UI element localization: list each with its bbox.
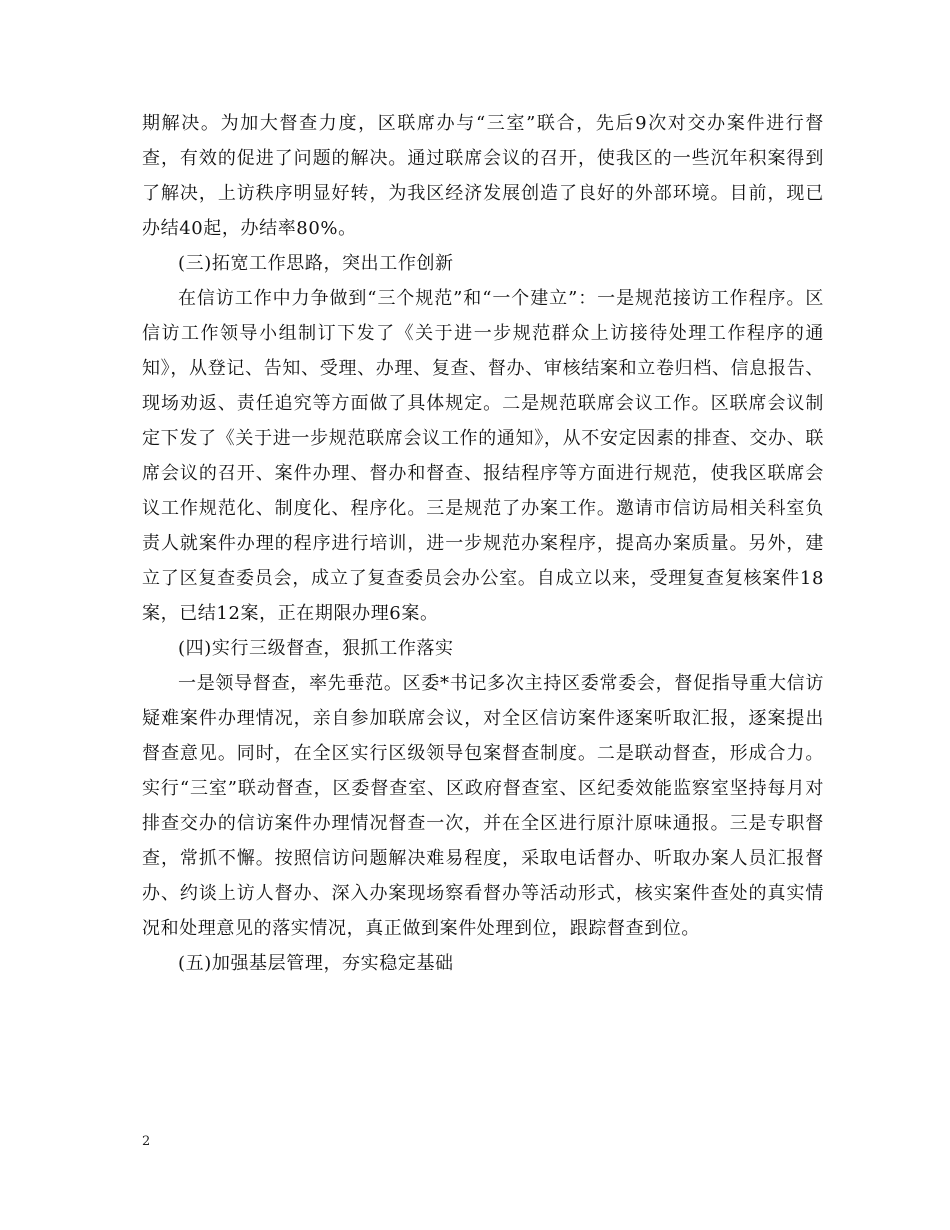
document-body [142, 106, 824, 981]
paragraph-supervision: 一是领导督查，率先垂范。区委*书记多次主持区委常委会，督促指导重大信访疑难案件办理情况，亲自参加联席会议，对全区信访案件逐案听取汇报，逐案提出督查意见。同时，在全区实行区级领导包案督查制度。二是联动督查，形成合力。实行“三室”联动督查，区委督查室、区政府督查室、区纪委效能监察室坚持每月对排查交办的信访案件办理情况督查一次，并在全区进行原汁原味通报。三是专职督查，常抓不懈。按照信访问题解决难易程度，采取电话督办、听取办案人员汇报督办、约谈上访人督办、深入办案现场察看督办等活动形式，核实案件查处的真实情况和处理意见的落实情况，真正做到案件处理到位，跟踪督查到位。 [142, 673, 824, 939]
paragraph-standards: 在信访工作中力争做到“三个规范”和“一个建立”：一是规范接访工作程序。区信访工作领导小组制订下发了《关于进一步规范群众上访接待处理工作程序的通知》，从登记、告知、受理、办理、复查、督办、审核结案和立卷归档、信息报告、现场劝返、责任追究等方面做了具体规定。二是规范联席会议工作。区联席会议制定下发了《关于进一步规范联席会议工作的通知》，从不安定因素的排查、交办、联席会议的召开、案件办理、督办和督查、报结程序等方面进行规范，使我区联席会议工作规范化、制度化、程序化。三是规范了办案工作。邀请市信访局相关科室负责人就案件办理的程序进行培训，进一步规范办案程序，提高办案质量。另外，建立了区复查委员会，成立了复查委员会办公室。自成立以来，受理复查复核案件18案，已结12案，正在期限办理6案。 [142, 288, 824, 624]
section-heading-3: (三)拓宽工作思路，突出工作创新 [178, 253, 454, 274]
section-heading-5: (五)加强基层管理，夯实稳定基础 [178, 953, 454, 974]
paragraph-continuation: 期解决。为加大督查力度，区联席办与“三室”联合，先后9次对交办案件进行督查，有效的促进了问题的解决。通过联席会议的召开，使我区的一些沉年积案得到了解决，上访秩序明显好转，为我区经济发展创造了良好的外部环境。目前，现已办结40起，办结率80%。 [142, 113, 824, 239]
page-number: 2 [142, 1134, 151, 1149]
section-heading-4: (四)实行三级督查，狠抓工作落实 [178, 638, 454, 659]
